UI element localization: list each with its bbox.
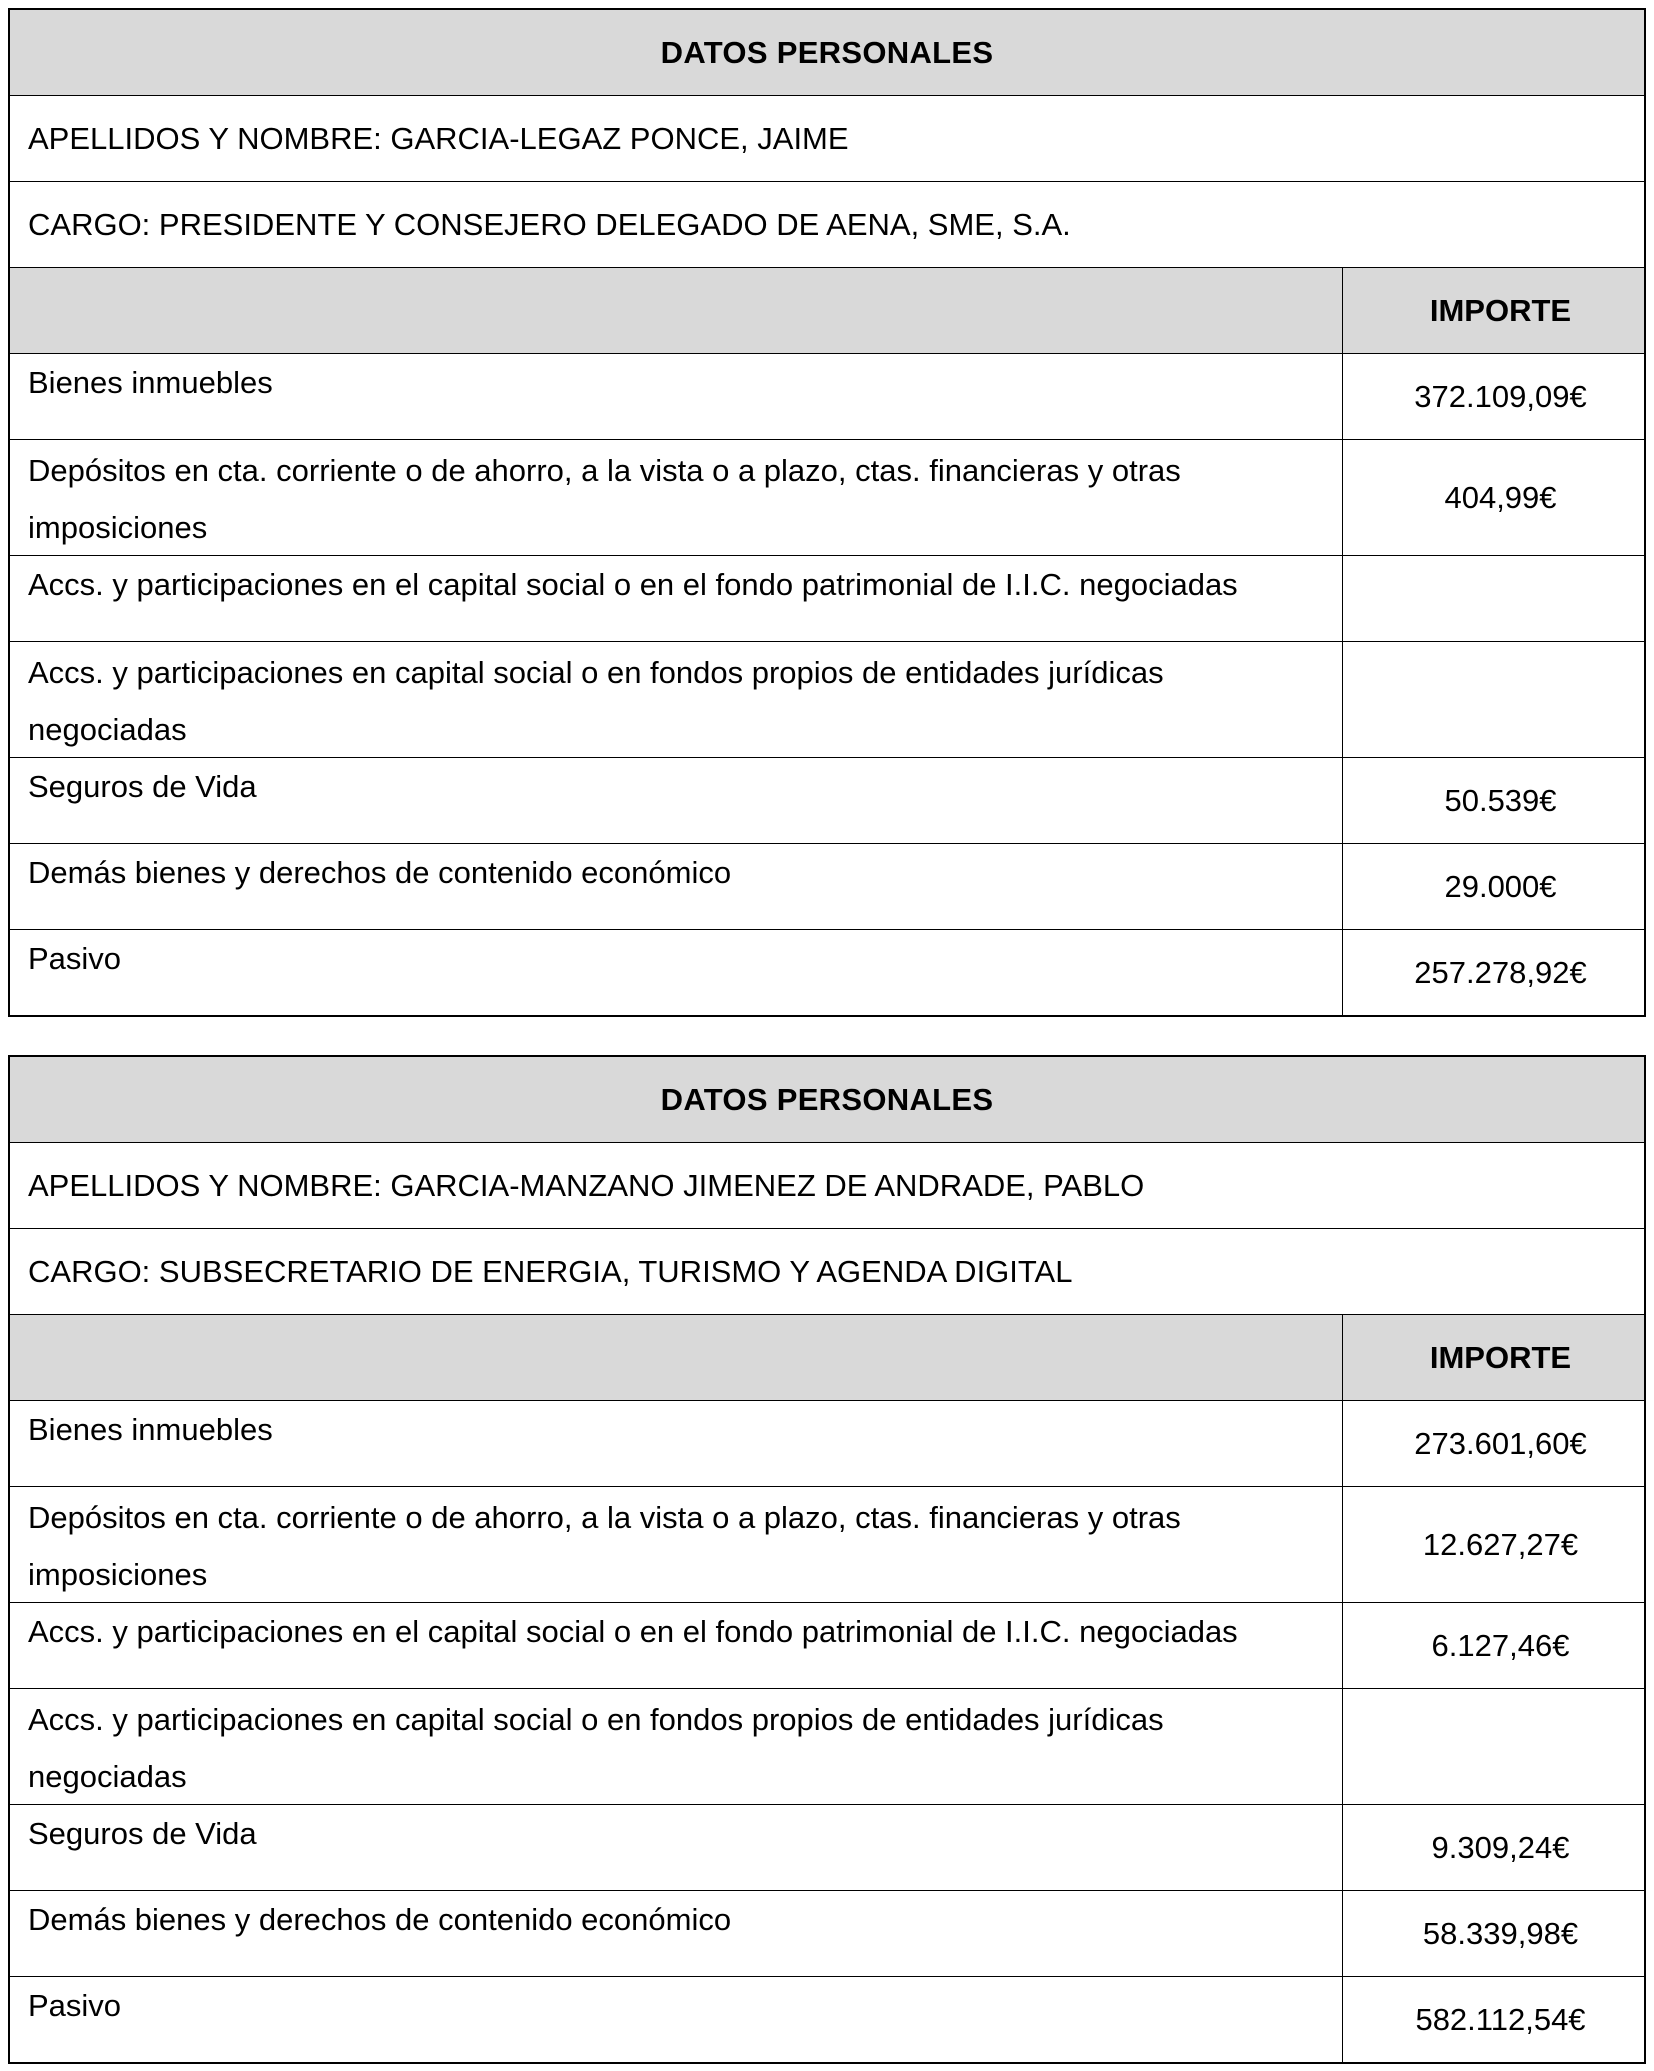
table-row	[10, 1400, 1644, 1486]
row-label: Pasivo	[10, 930, 1343, 1015]
section-title: DATOS PERSONALES	[10, 10, 1644, 95]
table-row	[10, 353, 1644, 439]
row-amount	[1343, 556, 1644, 641]
row-label: Accs. y participaciones en el capital social o en el fondo patrimonial de I.I.C. negociadas	[10, 556, 1343, 641]
table-row	[10, 1804, 1644, 1890]
row-label: Bienes inmuebles	[10, 354, 1343, 439]
table-row	[10, 1890, 1644, 1976]
row-label: Accs. y participaciones en capital social o en fondos propios de entidades jurídicas negociadas	[10, 1689, 1343, 1804]
row-label: Accs. y participaciones en el capital social o en el fondo patrimonial de I.I.C. negociadas	[10, 1603, 1343, 1688]
row-label: Depósitos en cta. corriente o de ahorro, a la vista o a plazo, ctas. financieras y otras imposiciones	[10, 1487, 1343, 1602]
row-amount: 257.278,92€	[1414, 954, 1587, 990]
column-header-row	[10, 1314, 1644, 1400]
table-row	[10, 555, 1644, 641]
table-row	[10, 1976, 1644, 2062]
row-label: Demás bienes y derechos de contenido económico	[10, 844, 1343, 929]
table-row	[10, 757, 1644, 843]
row-amount: 404,99€	[1444, 479, 1557, 515]
table-row	[10, 1688, 1644, 1804]
row-label: Depósitos en cta. corriente o de ahorro, a la vista o a plazo, ctas. financieras y otras imposiciones	[10, 440, 1343, 555]
amount-column-header: IMPORTE	[1429, 292, 1572, 328]
row-amount: 6.127,46€	[1431, 1627, 1570, 1663]
row-amount: 582.112,54€	[1415, 2001, 1586, 2037]
table-row	[10, 439, 1644, 555]
table-row	[10, 929, 1644, 1015]
name-line: APELLIDOS Y NOMBRE: GARCIA-LEGAZ PONCE, JAIME	[10, 95, 1644, 181]
label-column-header	[10, 268, 1343, 353]
row-amount: 50.539€	[1444, 782, 1557, 818]
row-label: Accs. y participaciones en capital social o en fondos propios de entidades jurídicas negociadas	[10, 642, 1343, 757]
row-amount: 372.109,09€	[1414, 378, 1587, 414]
position-line: CARGO: SUBSECRETARIO DE ENERGIA, TURISMO Y AGENDA DIGITAL	[10, 1228, 1644, 1314]
amount-column-header: IMPORTE	[1429, 1339, 1572, 1375]
position-line: CARGO: PRESIDENTE Y CONSEJERO DELEGADO DE AENA, SME, S.A.	[10, 181, 1644, 267]
table-row	[10, 1486, 1644, 1602]
row-amount: 9.309,24€	[1431, 1829, 1570, 1865]
column-header-row	[10, 267, 1644, 353]
row-label: Seguros de Vida	[10, 1805, 1343, 1890]
table-row	[10, 843, 1644, 929]
row-amount	[1343, 642, 1644, 757]
row-amount: 29.000€	[1444, 868, 1557, 904]
table-row	[10, 641, 1644, 757]
section-title: DATOS PERSONALES	[10, 1057, 1644, 1142]
row-label: Bienes inmuebles	[10, 1401, 1343, 1486]
row-amount	[1343, 1689, 1644, 1804]
declaration-table-2	[8, 1055, 1646, 2064]
name-line: APELLIDOS Y NOMBRE: GARCIA-MANZANO JIMENEZ DE ANDRADE, PABLO	[10, 1142, 1644, 1228]
label-column-header	[10, 1315, 1343, 1400]
row-amount: 273.601,60€	[1414, 1425, 1587, 1461]
row-label: Pasivo	[10, 1977, 1343, 2062]
row-amount: 12.627,27€	[1422, 1526, 1579, 1562]
table-row	[10, 1602, 1644, 1688]
declaration-table-1	[8, 8, 1646, 1017]
row-label: Demás bienes y derechos de contenido económico	[10, 1891, 1343, 1976]
row-label: Seguros de Vida	[10, 758, 1343, 843]
row-amount: 58.339,98€	[1422, 1915, 1579, 1951]
